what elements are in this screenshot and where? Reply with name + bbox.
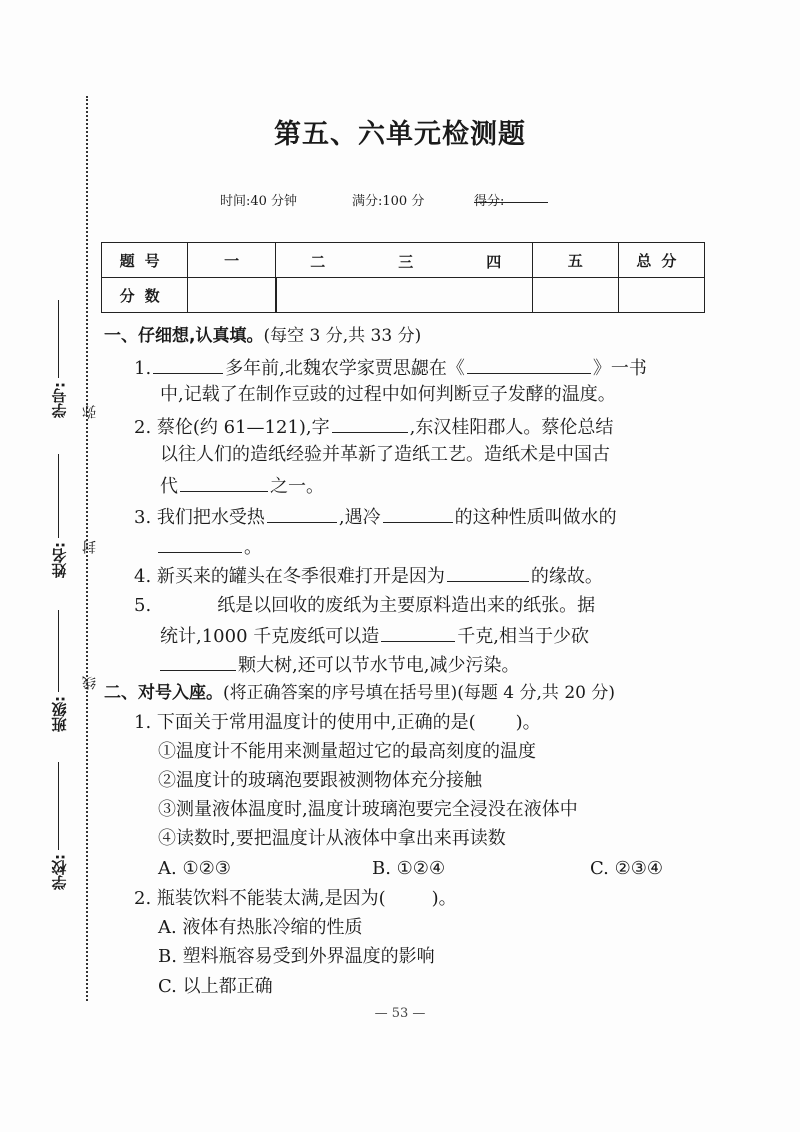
score-table-header: 四: [486, 253, 502, 271]
score-table-header: 总分: [618, 243, 704, 278]
student-id-field[interactable]: [46, 300, 72, 418]
answer-blank[interactable]: [447, 562, 529, 582]
answer-blank[interactable]: [383, 503, 453, 523]
name-field[interactable]: [46, 454, 72, 578]
score-table-score-row: [102, 278, 705, 313]
option-a[interactable]: A. 液体有热胀冷缩的性质: [158, 917, 363, 938]
question-1-2-cont2: 代 之一。: [160, 472, 324, 500]
answer-blank[interactable]: [153, 354, 223, 374]
question-2-2: 2. 瓶装饮料不能装太满,是因为( )。: [134, 888, 457, 909]
score-cell[interactable]: [532, 278, 618, 313]
score-table: [101, 242, 705, 313]
question-1-1: 1. 多年前,北魏农学家贾思勰在《 》一书: [134, 354, 647, 382]
statement-3: ③测量液体温度时,温度计玻璃泡要完全浸没在液体中: [158, 799, 578, 820]
time-limit: 时间:40 分钟: [220, 194, 298, 209]
score-table-header: 题号: [102, 243, 188, 278]
school-field[interactable]: [46, 762, 72, 890]
question-2-1: 1. 下面关于常用温度计的使用中,正确的是( )。: [134, 712, 541, 733]
seal-mark-mi: 弥: [82, 405, 98, 419]
question-1-4: 4. 新买来的罐头在冬季很难打开是因为 的缘故。: [134, 562, 603, 590]
option-b[interactable]: B. ①②④: [372, 858, 446, 879]
option-c[interactable]: C. ②③④: [590, 858, 663, 879]
score-cell[interactable]: [188, 278, 276, 313]
score-cell[interactable]: [277, 278, 533, 313]
option-c[interactable]: C. 以上都正确: [158, 976, 273, 997]
answer-blank[interactable]: [332, 413, 408, 433]
page-title: 第五、六单元检测题: [274, 119, 526, 150]
answer-blank[interactable]: [158, 533, 242, 553]
section2-heading: 二、对号入座。(将正确答案的序号填在括号里)(每题 4 分,共 20 分): [104, 683, 615, 703]
statement-1: ①温度计不能用来测量超过它的最高刻度的温度: [158, 741, 536, 762]
answer-blank[interactable]: [467, 354, 591, 374]
question-1-3: 3. 我们把水受热 ,遇冷 的这种性质叫做水的: [134, 503, 617, 531]
seal-mark-feng: 封: [82, 540, 98, 554]
answer-blank[interactable]: [267, 503, 337, 523]
question-1-5-cont2: 颗大树,还可以节水节电,减少污染。: [158, 651, 519, 679]
full-score: 满分:100 分: [352, 194, 425, 209]
page-number: — 53 —: [374, 1006, 426, 1021]
answer-blank[interactable]: [180, 472, 268, 492]
name-label: 姓名:: [50, 542, 69, 578]
question-1-3-cont: 。: [156, 533, 262, 561]
seal-mark-xian: 线: [82, 676, 98, 690]
statement-2: ②温度计的玻璃泡要跟被测物体充分接触: [158, 770, 482, 791]
option-b[interactable]: B. 塑料瓶容易受到外界温度的影响: [158, 946, 435, 967]
score-table-header: 一: [188, 243, 276, 278]
score-table-header: 三: [398, 253, 414, 271]
section1-heading: 一、仔细想,认真填。(每空 3 分,共 33 分): [104, 326, 422, 346]
score-table-header: 五: [532, 243, 618, 278]
question-1-1-cont: 中,记载了在制作豆豉的过程中如何判断豆子发酵的温度。: [160, 384, 616, 405]
student-id-label: 学号:: [50, 382, 69, 418]
score-table-header: 二: [310, 253, 326, 271]
answer-blank[interactable]: [160, 651, 236, 671]
question-1-2: 2. 蔡伦(约 61—121),字 ,东汉桂阳郡人。蔡伦总结: [134, 413, 613, 441]
question-1-5-cont: 统计,1000 千克废纸可以造 千克,相当于少砍: [160, 622, 589, 650]
option-a[interactable]: A. ①②③: [158, 858, 231, 879]
score-table-header-merged: [276, 243, 533, 278]
class-label: 班级:: [50, 696, 69, 732]
score-label: 得分:: [474, 194, 505, 209]
school-label: 学校:: [50, 854, 69, 890]
class-field[interactable]: [46, 610, 72, 732]
question-1-5: 5. 纸是以回收的废纸为主要原料造出来的纸张。据: [134, 595, 596, 616]
score-cell[interactable]: [618, 278, 704, 313]
score-table-header-row: [102, 243, 705, 278]
answer-blank[interactable]: [381, 622, 455, 642]
statement-4: ④读数时,要把温度计从液体中拿出来再读数: [158, 828, 506, 849]
score-row-label: 分数: [102, 278, 188, 313]
question-1-2-cont: 以往人们的造纸经验并革新了造纸工艺。造纸术是中国古: [160, 444, 610, 465]
